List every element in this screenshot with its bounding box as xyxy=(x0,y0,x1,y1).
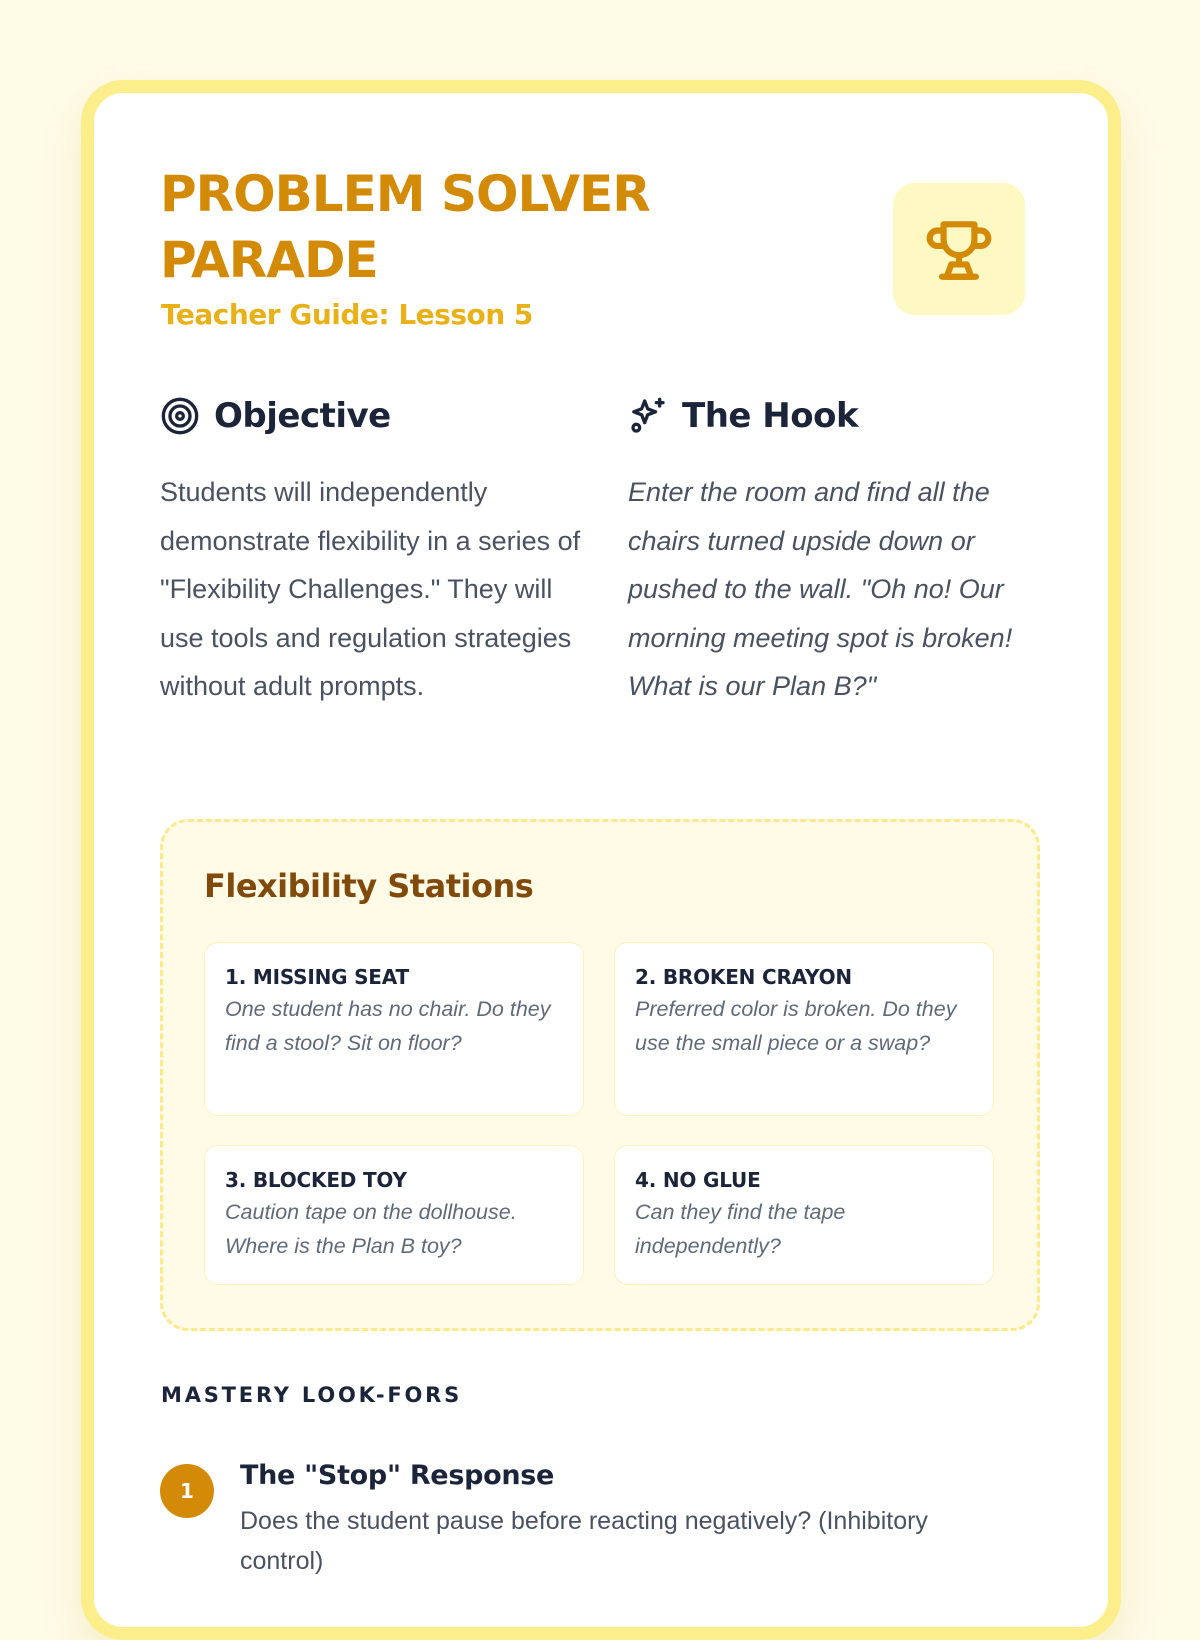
hook-text: Enter the room and find all the chairs turned upside down or pushed to the wall. "Oh no! Our morning meeting spot is broken! What is our Plan B?" xyxy=(628,477,1013,701)
station-card xyxy=(614,942,994,1116)
station-card xyxy=(204,942,584,1116)
lookfor-description: Does the student pause before reacting negatively? (Inhibitory control) xyxy=(240,1507,928,1575)
station-description: One student has no chair. Do they find a stool? Sit on floor? xyxy=(225,997,551,1055)
lookfor-number-badge: 1 xyxy=(160,1464,214,1518)
station-description: Can they find the tape independently? xyxy=(635,1200,846,1258)
stations-title: Flexibility Stations xyxy=(204,867,534,905)
station-description: Preferred color is broken. Do they use the small piece or a swap? xyxy=(635,997,957,1055)
objective-text: Students will independently demonstrate flexibility in a series of "Flexibility Challenges." They will use tools and regulation strategies without adult prompts. xyxy=(160,477,581,701)
trophy-icon xyxy=(922,212,996,286)
objective-heading-text: Objective xyxy=(214,396,391,436)
mastery-label: MASTERY LOOK-FORS xyxy=(161,1383,463,1407)
lesson-card xyxy=(81,80,1121,1640)
lookfor-title: The "Stop" Response xyxy=(240,1460,555,1491)
hook-heading-text: The Hook xyxy=(682,396,859,436)
sparkles-icon xyxy=(628,396,668,436)
station-name: 1. MISSING SEAT xyxy=(225,965,409,989)
station-description: Caution tape on the dollhouse. Where is the Plan B toy? xyxy=(225,1200,517,1258)
target-icon xyxy=(160,396,200,436)
station-name: 4. NO GLUE xyxy=(635,1168,761,1192)
station-name: 3. BLOCKED TOY xyxy=(225,1168,407,1192)
page-title: PROBLEM SOLVER PARADE xyxy=(160,165,650,289)
station-card xyxy=(614,1145,994,1285)
station-name: 2. BROKEN CRAYON xyxy=(635,965,852,989)
station-card xyxy=(204,1145,584,1285)
trophy-badge xyxy=(893,183,1025,315)
flexibility-stations-panel xyxy=(160,819,1040,1331)
page-subtitle: Teacher Guide: Lesson 5 xyxy=(161,298,533,331)
